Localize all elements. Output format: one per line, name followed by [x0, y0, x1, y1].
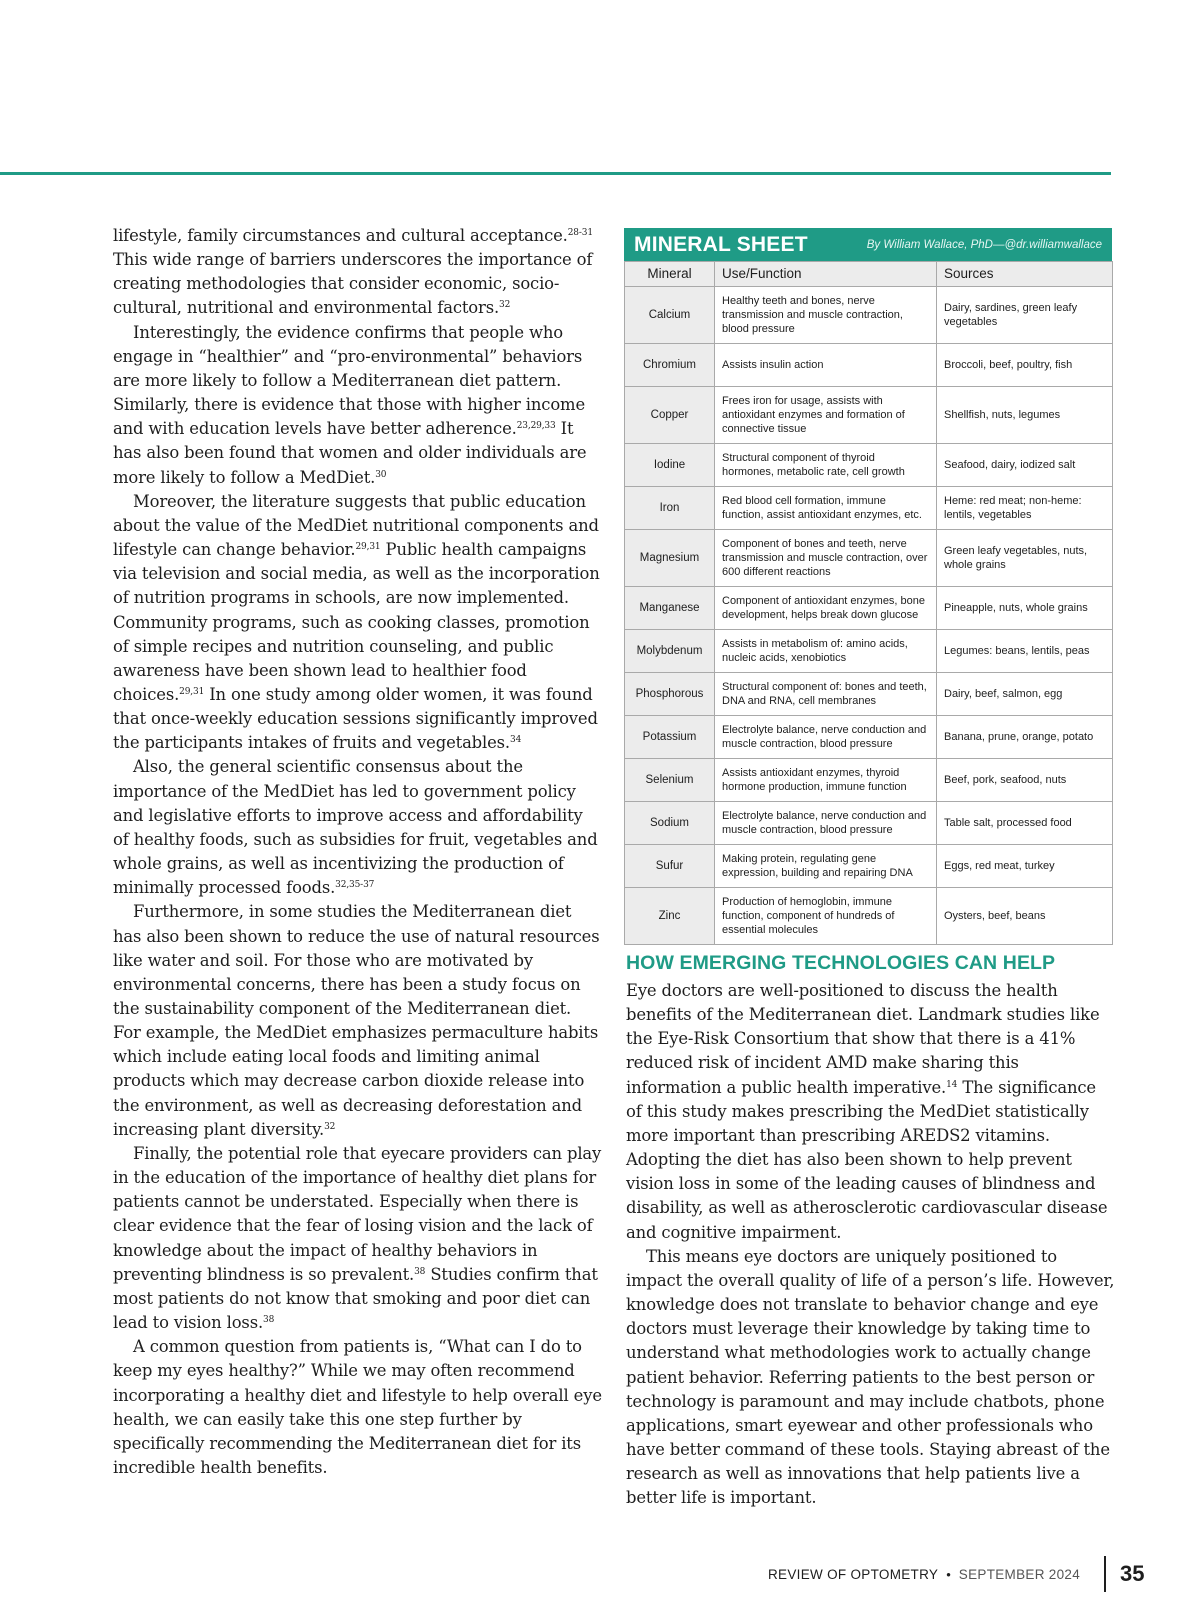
- table-row: [625, 673, 1113, 716]
- page-footer: [768, 1556, 1145, 1592]
- mineral-cell: Chromium: [625, 344, 715, 387]
- sources-cell: Dairy, sardines, green leafy vegetables: [937, 287, 1113, 344]
- table-row: [625, 716, 1113, 759]
- function-cell: Structural component of thyroid hormones, metabolic rate, cell growth: [715, 444, 937, 487]
- right-column: [626, 979, 1116, 1510]
- mineral-cell: Sodium: [625, 802, 715, 845]
- function-cell: Electrolyte balance, nerve conduction and muscle contraction, blood pressure: [715, 802, 937, 845]
- paragraph: lifestyle, family circumstances and cultural acceptance.$^{28-31}$ This wide range of barriers underscores the importance of creating methodologies that consider economic, socio-cultural, nutritional and environmental factors.$^{32}$: [113, 226, 593, 318]
- mineral-sheet-header: [624, 228, 1112, 261]
- paragraph: Eye doctors are well-positioned to discuss the health benefits of the Mediterranean diet. Landmark studies like the Eye-Risk Consortium that show that there is a 41% reduced risk of incident AMD make sharing this information a public health imperative.$^{14}$ The significance of this study makes prescribing the MedDiet statistically more important than prescribing AREDS2 vitamins. Adopting the diet has also been shown to help prevent vision loss in some of the leading causes of blindness and disability, as well as atherosclerotic cardiovascular disease and cognitive impairment.: [626, 981, 1108, 1242]
- table-row: [625, 888, 1113, 945]
- mineral-cell: Calcium: [625, 287, 715, 344]
- paragraph: Also, the general scientific consensus about the importance of the MedDiet has led to government policy and legislative efforts to improve access and affordability of healthy foods, such as subsidies for fruit, vegetables and whole grains, as well as incentivizing the production of minimally processed foods.$^{32,35-37}$: [113, 757, 598, 898]
- table-row: [625, 344, 1113, 387]
- section-heading: HOW EMERGING TECHNOLOGIES CAN HELP: [626, 952, 1056, 974]
- function-cell: Structural component of: bones and teeth, DNA and RNA, cell membranes: [715, 673, 937, 716]
- mineral-cell: Iron: [625, 487, 715, 530]
- table-row: [625, 630, 1113, 673]
- function-cell: Healthy teeth and bones, nerve transmission and muscle contraction, blood pressure: [715, 287, 937, 344]
- paragraph: A common question from patients is, “What can I do to keep my eyes healthy?” While we may often recommend incorporating a healthy diet and lifestyle to help overall eye health, we can easily take this one step further by specifically recommending the Mediterranean diet for its incredible health benefits.: [113, 1337, 602, 1477]
- paragraph: Furthermore, in some studies the Mediterranean diet has also been shown to reduce the use of natural resources like water and soil. For those who are motivated by environmental concerns, there has been a study focus on the sustainability component of the Mediterranean diet. For example, the MedDiet emphasizes permaculture habits which include eating local foods and limiting animal products which may decrease carbon dioxide release into the environment, as well as decreasing deforestation and increasing plant diversity.$^{32}$: [113, 902, 600, 1139]
- table-row: [625, 387, 1113, 444]
- paragraph: This means eye doctors are uniquely positioned to impact the overall quality of life of a person’s life. However, knowledge does not translate to behavior change and eye doctors must leverage their knowledge by taking time to understand what methodologies work to actually change patient behavior. Referring patients to the best person or technology is paramount and may include chatbots, phone applications, smart eyewear and other professionals who have better command of these tools. Staying abreast of the research as well as innovations that help patients live a better life is important.: [626, 1246, 1115, 1508]
- left-column: [113, 224, 603, 1480]
- function-cell: Making protein, regulating gene expression, building and repairing DNA: [715, 845, 937, 888]
- sources-cell: Green leafy vegetables, nuts, whole grains: [937, 530, 1113, 587]
- mineral-cell: Manganese: [625, 587, 715, 630]
- table-row: [625, 759, 1113, 802]
- sources-cell: Heme: red meat; non-heme: lentils, vegetables: [937, 487, 1113, 530]
- sources-cell: Table salt, processed food: [937, 802, 1113, 845]
- paragraph: Finally, the potential role that eyecare providers can play in the education of the importance of healthy diet plans for patients cannot be understated. Especially when there is clear evidence that the fear of losing vision and the lack of knowledge about the impact of healthy behaviors in preventing blindness is so prevalent.$^{38}$ Studies confirm that most patients do not know that smoking and poor diet can lead to vision loss.$^{38}$: [113, 1143, 602, 1333]
- column-header: Mineral: [625, 262, 715, 287]
- mineral-cell: Copper: [625, 387, 715, 444]
- paragraph: Moreover, the literature suggests that public education about the value of the MedDiet nutritional components and lifestyle can change behavior.$^{29,31}$ Public health campaigns via television and social media, as well as the incorporation of nutrition programs in schools, are now implemented. Community programs, such as cooking classes, promotion of simple recipes and nutrition counseling, and public awareness have been shown lead to healthier food choices.$^{29,31}$ In one study among older women, it was found that once-weekly education sessions significantly improved the participants intakes of fruits and vegetables.$^{34}$: [113, 491, 600, 753]
- function-cell: Assists insulin action: [715, 344, 937, 387]
- mineral-sheet-byline: By William Wallace, PhD—@dr.williamwallace: [866, 238, 1102, 251]
- mineral-table: [624, 261, 1113, 945]
- mineral-sheet-title: MINERAL SHEET: [634, 232, 808, 256]
- table-row: [625, 444, 1113, 487]
- sources-cell: Broccoli, beef, poultry, fish: [937, 344, 1113, 387]
- top-rule: [0, 172, 1111, 175]
- mineral-cell: Zinc: [625, 888, 715, 945]
- column-header: Use/Function: [715, 262, 937, 287]
- mineral-cell: Sufur: [625, 845, 715, 888]
- sources-cell: Beef, pork, seafood, nuts: [937, 759, 1113, 802]
- mineral-cell: Selenium: [625, 759, 715, 802]
- sources-cell: Seafood, dairy, iodized salt: [937, 444, 1113, 487]
- mineral-cell: Potassium: [625, 716, 715, 759]
- separator: •: [946, 1566, 951, 1582]
- mineral-cell: Iodine: [625, 444, 715, 487]
- table-row: [625, 802, 1113, 845]
- footer-divider: [1104, 1556, 1106, 1592]
- publication-name: REVIEW OF OPTOMETRY: [768, 1566, 939, 1582]
- column-header: Sources: [937, 262, 1113, 287]
- table-row: [625, 530, 1113, 587]
- sources-cell: Eggs, red meat, turkey: [937, 845, 1113, 888]
- function-cell: Red blood cell formation, immune function, assist antioxidant enzymes, etc.: [715, 487, 937, 530]
- table-row: [625, 287, 1113, 344]
- table-header-row: [625, 262, 1113, 287]
- function-cell: Component of bones and teeth, nerve transmission and muscle contraction, over 600 different reactions: [715, 530, 937, 587]
- sources-cell: Oysters, beef, beans: [937, 888, 1113, 945]
- sources-cell: Legumes: beans, lentils, peas: [937, 630, 1113, 673]
- function-cell: Electrolyte balance, nerve conduction and muscle contraction, blood pressure: [715, 716, 937, 759]
- function-cell: Component of antioxidant enzymes, bone development, helps break down glucose: [715, 587, 937, 630]
- mineral-cell: Magnesium: [625, 530, 715, 587]
- page-number: 35: [1120, 1561, 1145, 1586]
- function-cell: Frees iron for usage, assists with antioxidant enzymes and formation of connective tissue: [715, 387, 937, 444]
- mineral-cell: Molybdenum: [625, 630, 715, 673]
- sources-cell: Dairy, beef, salmon, egg: [937, 673, 1113, 716]
- function-cell: Assists in metabolism of: amino acids, nucleic acids, xenobiotics: [715, 630, 937, 673]
- mineral-sheet: [624, 228, 1112, 945]
- sources-cell: Shellfish, nuts, legumes: [937, 387, 1113, 444]
- function-cell: Assists antioxidant enzymes, thyroid hormone production, immune function: [715, 759, 937, 802]
- paragraph: Interestingly, the evidence confirms that people who engage in “healthier” and “pro-environmental” behaviors are more likely to follow a Mediterranean diet pattern. Similarly, there is evidence that those with higher income and with education levels have better adherence.$^{23,29,33}$ It has also been found that women and older individuals are more likely to follow a MedDiet.$^{30}$: [113, 322, 587, 487]
- issue-date: SEPTEMBER 2024: [958, 1566, 1081, 1582]
- table-row: [625, 845, 1113, 888]
- mineral-cell: Phosphorous: [625, 673, 715, 716]
- function-cell: Production of hemoglobin, immune function, component of hundreds of essential molecules: [715, 888, 937, 945]
- table-row: [625, 487, 1113, 530]
- sources-cell: Pineapple, nuts, whole grains: [937, 587, 1113, 630]
- sources-cell: Banana, prune, orange, potato: [937, 716, 1113, 759]
- table-row: [625, 587, 1113, 630]
